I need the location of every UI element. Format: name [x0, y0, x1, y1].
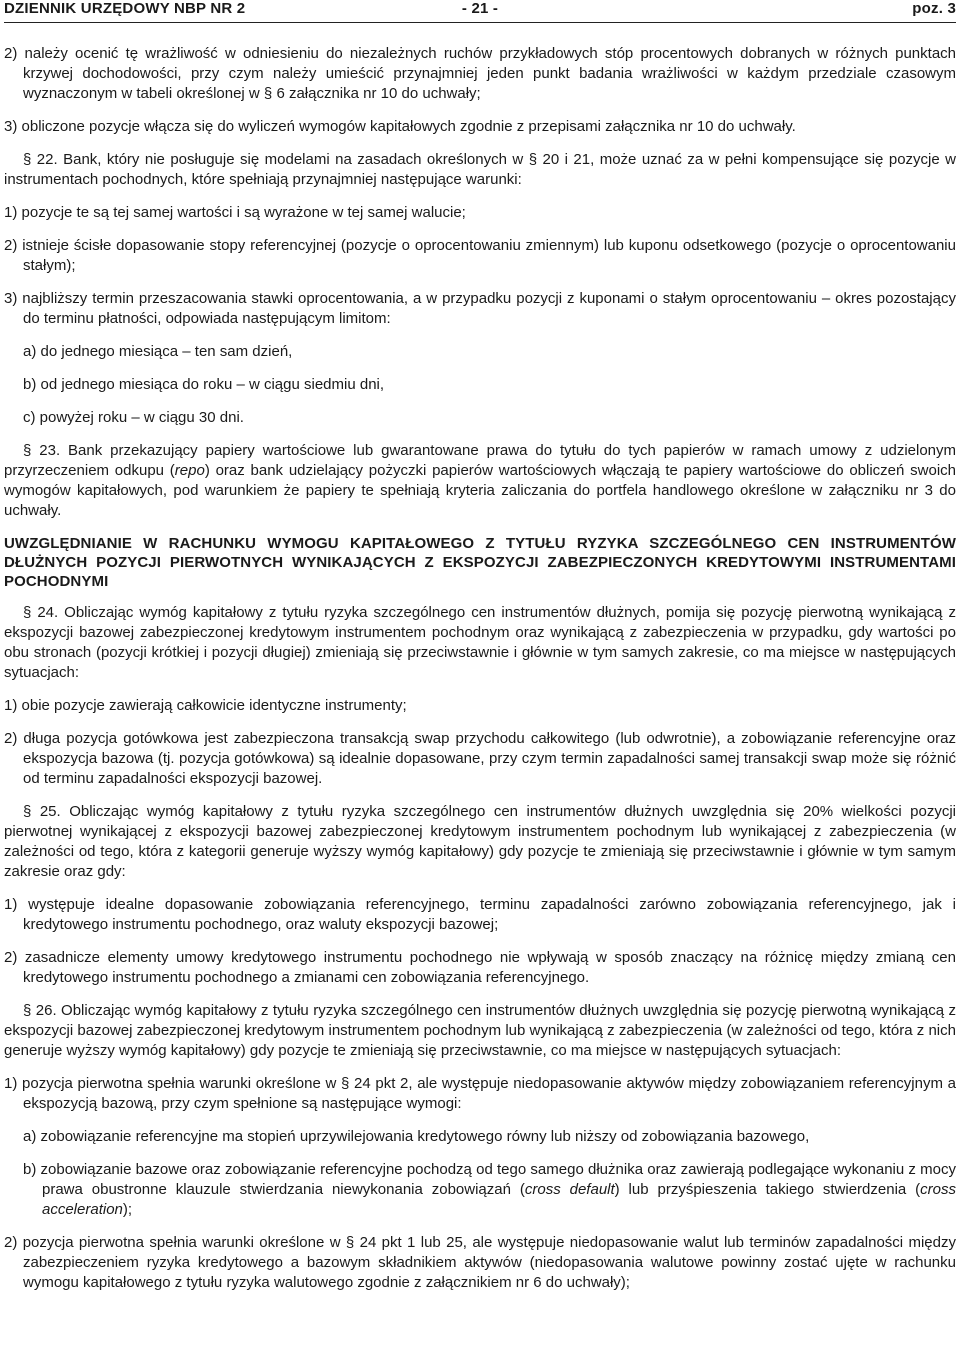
list-item: 1) pozycje te są tej samej wartości i są wyrażone w tej samej walucie;: [4, 204, 466, 221]
section-heading: UWZGLĘDNIANIE W RACHUNKU WYMOGU KAPITAŁOWEGO Z TYTUŁU RYZYKA SZCZEGÓLNEGO CEN INSTRUMENTÓW DŁUŻNYCH POZYCJI PIERWOTNYCH WYNIKAJĄCYCH Z EKSPOZYCJI ZABEZPIECZONYCH KREDYTOWYMI INSTRUMENTAMI POCHODNYMI: [4, 535, 956, 590]
text-run: ) lub przyśpieszenia takiego stwierdzenia (: [614, 1181, 921, 1198]
sub-list: [4, 1127, 956, 1220]
list-item: 1) obie pozycje zawierają całkowicie identyczne instrumenty;: [4, 697, 407, 714]
page-header: [4, 0, 956, 22]
text-run: );: [122, 1201, 133, 1218]
section-paragraph: [4, 441, 956, 521]
list-item: 2) należy ocenić tę wrażliwość w odniesieniu do niezależnych ruchów przykładowych stóp procentowych dobranych w różnych punktach krzywej dochodowości, przy czym należy umieścić przynajmniej jeden punkt badania wrażliwości w każdym przedziale czasowym wyznaczonym w tabeli określonej w § 6 załącznika nr 10 do uchwały;: [4, 45, 956, 102]
sub-list-item: a) zobowiązanie referencyjne ma stopień uprzywilejowania kredytowego równy lub niższy od zobowiązania bazowego,: [23, 1128, 810, 1145]
list-item: 1) występuje idealne dopasowanie zobowiązania referencyjnego, terminu zapadalności zarówno zobowiązania referencyjnego, jak i kredytowego instrumentu pochodnego, oraz waluty ekspozycji bazowej;: [4, 896, 956, 933]
list-item: 2) pozycja pierwotna spełnia warunki określone w § 24 pkt 1 lub 25, ale występuje niedopasowanie walut lub terminów zapadalności między zabezpieczeniem ryzyka kredytowego a bazowym składnikiem aktywów (niedopasowania walutowe powinny zostać ujęte w rachunku wymogu kapitałowego z tytułu ryzyka walutowego zgodnie z załącznikiem nr 6 do uchwały);: [4, 1234, 956, 1291]
sub-list-item: b) od jednego miesiąca do roku – w ciągu siedmiu dni,: [23, 376, 385, 393]
sub-list-item: [23, 1160, 956, 1220]
text-run: § 23. Bank przekazujący papiery wartościowe lub gwarantowane prawa do tytułu do tych papierów w ramach umowy z udzielonym przyrzeczeniem odkupu (: [4, 442, 956, 479]
list-item: 3) obliczone pozycje włącza się do wyliczeń wymogów kapitałowych zgodnie z przepisami załącznika nr 10 do uchwały.: [4, 118, 796, 135]
sub-list-item: c) powyżej roku – w ciągu 30 dni.: [23, 409, 244, 426]
list-item: 1) pozycja pierwotna spełnia warunki określone w § 24 pkt 2, ale występuje niedopasowanie aktywów między zobowiązaniem referencyjnym a ekspozycją bazową, przy czym spełnione są następujące wymogi:: [4, 1075, 956, 1112]
text-run: b) zobowiązanie bazowe oraz zobowiązanie referencyjne pochodzą od tego samego dłużnika oraz zawierają podlegające wykonaniu z mocy prawa obustronne klauzule stwierdzania niewykonania zobowiązań (: [23, 1161, 956, 1198]
list-item: 2) długa pozycja gotówkowa jest zabezpieczona transakcją swap przychodu całkowitego (lub odwrotnie), a zobowiązanie referencyjne oraz ekspozycja bazowa (tj. pozycja gotówkowa) są idealnie dopasowane, przy czym termin zapadalności samej transakcji swap może się różnić od terminu zapadalności ekspozycji bazowej.: [4, 730, 956, 787]
italic-term: cross acceleration: [42, 1181, 956, 1218]
section-paragraph: § 24. Obliczając wymóg kapitałowy z tytułu ryzyka szczególnego cen instrumentów dłużnych, pomija się pozycję pierwotną wynikającą z ekspozycji bazowej zabezpieczonej kredytowym instrumentem pochodnym oraz wynikającą z zabezpieczenia w przypadku, gdy wartości po obu stronach (pozycji krótkiej i pozycji długiej) zmieniają się przeciwstawnie i głównie w tym samych zakresie, co ma miejsce w następujących sytuacjach:: [4, 604, 956, 681]
journal-title: DZIENNIK URZĘDOWY NBP NR 2: [4, 0, 246, 17]
italic-term: repo: [174, 462, 205, 479]
sub-list-item: a) do jednego miesiąca – ten sam dzień,: [23, 343, 293, 360]
page-number: - 21 -: [461, 0, 499, 17]
section-paragraph: § 25. Obliczając wymóg kapitałowy z tytułu ryzyka szczególnego cen instrumentów dłużnych uwzględnia się 20% wielkości pozycji pierwotnej wynikającej z ekspozycji bazowej zabezpieczonej kredytowym instrumentem pochodnym lub wynikającej z zabezpieczenia (w zależności od tego, która z kategorii generuje wyższy wymóg kapitałowy) gdy pozycje te zmieniają się przeciwstawnie i głównie w tym samym zakresie oraz gdy:: [4, 803, 956, 880]
header-rule: [4, 22, 956, 23]
italic-term: cross default: [524, 1181, 615, 1198]
sub-list: [4, 342, 956, 428]
position-number: poz. 3: [912, 0, 956, 17]
section-paragraph: § 22. Bank, który nie posługuje się modelami na zasadach określonych w § 20 i 21, może uznać za w pełni kompensujące się pozycje w instrumentach pochodnych, które spełniają przynajmniej następujące warunki:: [4, 151, 956, 188]
text-run: ) oraz bank udzielający pożyczki papierów wartościowych włączają te papiery wartościowe do obliczeń swoich wymogów kapitałowych, pod warunkiem że papiery te spełniają kryteria zaliczania do portfela handlowego określone w załączniku nr 3 do uchwały.: [4, 462, 956, 519]
list-item: 2) zasadnicze elementy umowy kredytowego instrumentu pochodnego nie wpływają w sposób znaczący na różnicę między zmianą cen kredytowego instrumentu pochodnego a zmianami cen zobowiązania referencyjnego.: [4, 949, 956, 986]
list-item: 3) najbliższy termin przeszacowania stawki oprocentowania, a w przypadku pozycji z kuponami o stałym oprocentowaniu – okres pozostający do terminu płatności, odpowiada następującym limitom:: [4, 290, 956, 327]
section-paragraph: § 26. Obliczając wymóg kapitałowy z tytułu ryzyka szczególnego cen instrumentów dłużnych uwzględnia się pozycję pierwotną wynikającą z ekspozycji bazowej zabezpieczonej kredytowym instrumentem pochodnym lub wynikającą z zabezpieczenia (w zależności od tego, która z nich generuje wyższy wymóg kapitałowy) gdy pozycje te zmieniają się przeciwstawnie, co ma miejsce w następujących sytuacjach:: [4, 1002, 956, 1059]
document-body: [4, 44, 956, 1293]
list-item: 2) istnieje ścisłe dopasowanie stopy referencyjnej (pozycje o oprocentowaniu zmiennym) lub kuponu odsetkowego (pozycje o oprocentowaniu stałym);: [4, 237, 956, 274]
